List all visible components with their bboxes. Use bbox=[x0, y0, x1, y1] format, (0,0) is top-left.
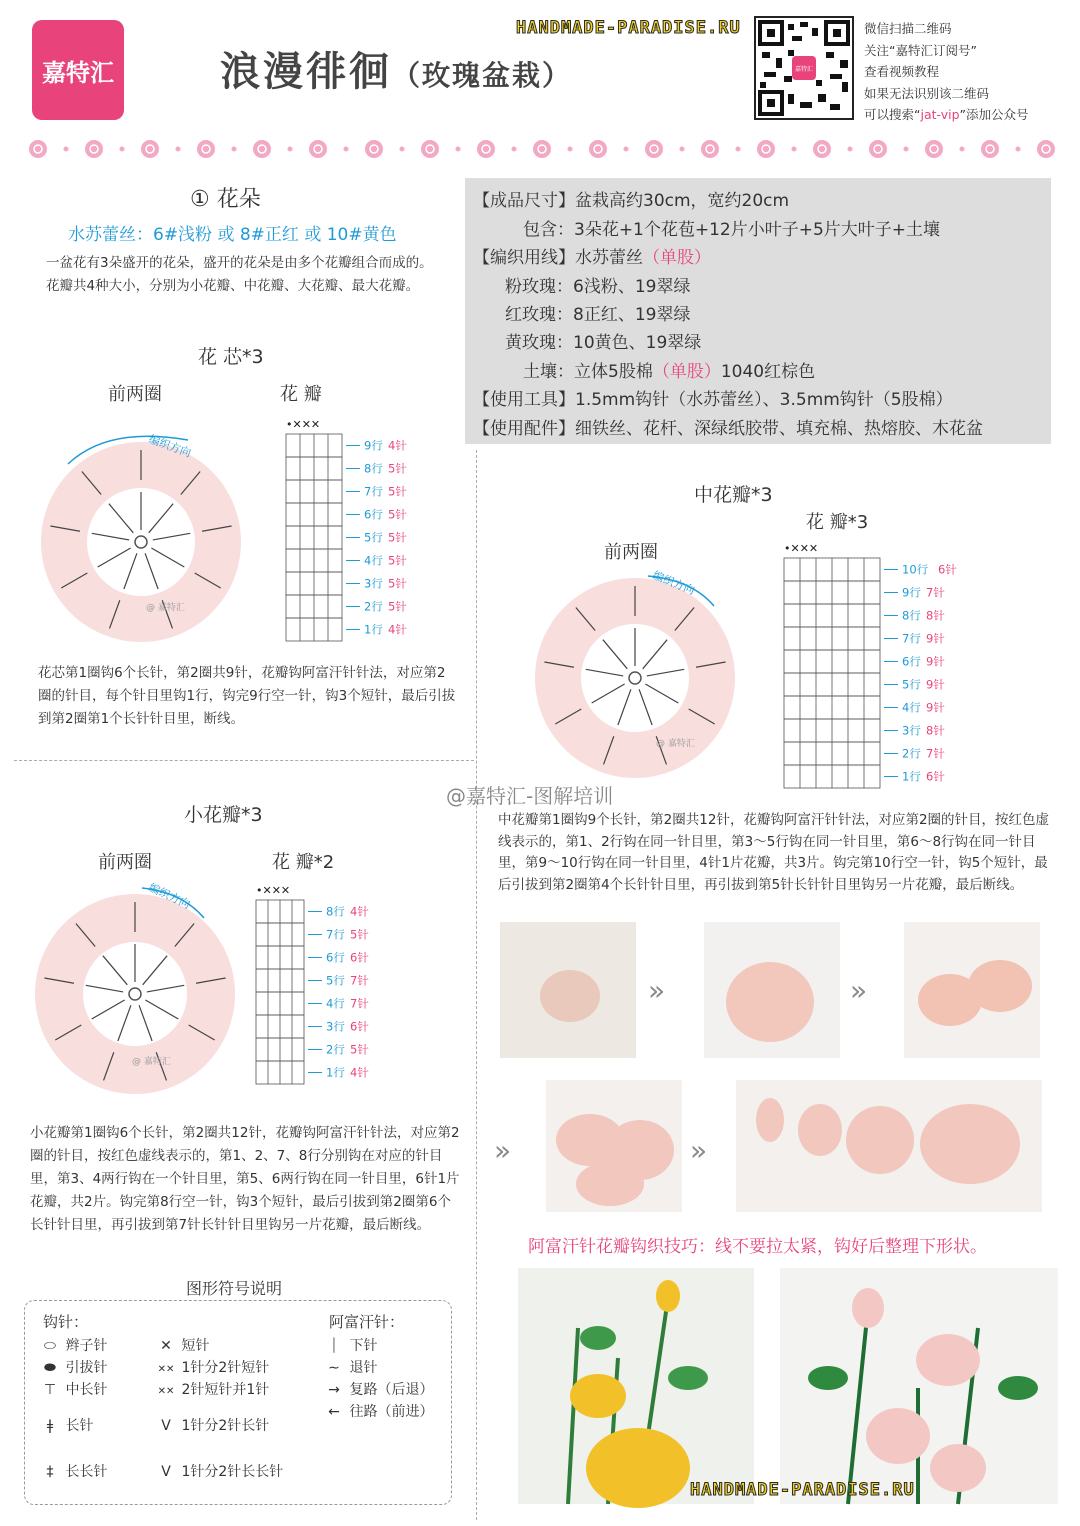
grid-top-stitches: •✕✕✕ bbox=[784, 542, 819, 555]
spec-size-value: 盆栽高约30cm，宽约20cm bbox=[575, 191, 790, 211]
spec-include bbox=[523, 215, 940, 240]
row-label: 5行 bbox=[326, 973, 345, 988]
small-description: 小花瓣第1圈钩6个长针，第2圈共12针，花瓣钩阿富汗针针法，对应第2圈的针目，按红色虚线表示的，第1、2、7、8行分别钩在对应的针目里，第3、4两行钩在一个针目里，第5、6两行钩在同一针目里，6针1片花瓣，共2片。钩完第8行空一针，钩3个短针，最后引拔到第2圈第6个长针针目里，再引拔到第7针长针针目里钩另一片花瓣，最后断线。 bbox=[30, 1125, 460, 1233]
row-label: 9行 bbox=[902, 585, 921, 600]
spiral-dot-icon bbox=[925, 140, 943, 158]
row-label: 1行 bbox=[364, 622, 383, 637]
ring-watermark: @ 嘉特汇 bbox=[656, 739, 695, 749]
row-label: 5行 bbox=[902, 677, 921, 692]
spec-red bbox=[505, 300, 690, 325]
row-label: 8行 bbox=[902, 608, 921, 623]
photo-petal bbox=[846, 1106, 914, 1174]
legend-text: 下针 bbox=[349, 1338, 378, 1354]
qr-line: 关注“嘉特汇订阅号” bbox=[864, 42, 977, 58]
row-label: 1行 bbox=[326, 1065, 345, 1080]
spec-soil-value: 立体5股棉 bbox=[574, 362, 653, 382]
spec-tools bbox=[473, 385, 953, 410]
spec-pink-value: 6浅粉、19翠绿 bbox=[573, 277, 691, 297]
photo-petal bbox=[756, 1098, 784, 1142]
small-dot-icon bbox=[232, 147, 237, 152]
row-label: 2行 bbox=[902, 746, 921, 761]
legend-item bbox=[39, 1415, 93, 1435]
small-dot-icon bbox=[960, 147, 965, 152]
row-label: 4行 bbox=[902, 700, 921, 715]
legend-text: 中长针 bbox=[65, 1382, 108, 1398]
middle-petal-label: 花 瓣*3 bbox=[806, 512, 869, 533]
spec-include-label: 包含： bbox=[523, 220, 574, 240]
small-petal-chart bbox=[252, 882, 412, 1092]
qr-search-id: jat-vip bbox=[920, 107, 960, 122]
spiral-dot-icon bbox=[533, 140, 551, 158]
legend-text: 1针分2针长针 bbox=[181, 1418, 270, 1434]
spec-soil-single: （单股） bbox=[652, 362, 721, 382]
spec-size-label: 【成品尺寸】 bbox=[473, 191, 575, 211]
row-stitch-count: 4针 bbox=[388, 438, 407, 453]
legend-text: 2针短针并1针 bbox=[181, 1382, 270, 1398]
double-icon: ǂ bbox=[46, 1418, 54, 1434]
slip-stitch-icon: ⬬ bbox=[44, 1360, 56, 1376]
row-label: 2行 bbox=[326, 1042, 345, 1057]
row-label: 8行 bbox=[364, 461, 383, 476]
afghan-return-icon: ∼ bbox=[328, 1360, 340, 1376]
spiral-dot-icon bbox=[701, 140, 719, 158]
spec-size bbox=[473, 186, 789, 211]
legend-item bbox=[323, 1357, 377, 1377]
legend-text: 退针 bbox=[349, 1360, 378, 1376]
photo-rose bbox=[852, 1288, 884, 1328]
spec-red-value: 8正红、19翠绿 bbox=[573, 305, 691, 325]
row-label: 4行 bbox=[364, 553, 383, 568]
small-title: 小花瓣*3 bbox=[184, 804, 263, 826]
row-stitch-count: 4针 bbox=[388, 622, 407, 637]
row-label: 6行 bbox=[326, 950, 345, 965]
spec-yellow-value: 10黄色、19翠绿 bbox=[573, 333, 702, 353]
qr-line: 如果无法识别该二维码 bbox=[864, 85, 990, 101]
direction-label: 编织方向 bbox=[146, 880, 193, 912]
spec-yarn bbox=[473, 243, 711, 268]
spec-tools-value: 1.5mm钩针（水苏蕾丝）、3.5mm钩针（5股棉） bbox=[575, 390, 953, 410]
spiral-dot-icon bbox=[141, 140, 159, 158]
photo-leaf bbox=[580, 1326, 616, 1350]
qr-line: 微信扫描二维码 bbox=[864, 21, 952, 36]
core-petal-label: 花 瓣 bbox=[280, 384, 322, 405]
photo-petal bbox=[968, 960, 1032, 1012]
spec-yarn-label: 【编织用线】 bbox=[473, 248, 575, 268]
row-stitch-count: 9针 bbox=[926, 631, 945, 646]
legend-item bbox=[155, 1379, 269, 1399]
spec-soil bbox=[523, 357, 815, 382]
qr-code-icon bbox=[756, 18, 852, 118]
legend-title: 图形符号说明 bbox=[186, 1279, 283, 1298]
ring-watermark: @ 嘉特汇 bbox=[132, 1057, 171, 1067]
middle-petal-chart bbox=[780, 540, 1030, 790]
photo-petal bbox=[798, 1104, 842, 1156]
spiral-dot-icon bbox=[1037, 140, 1055, 158]
spec-yarn-single: （单股） bbox=[643, 248, 711, 268]
legend-text: 长针 bbox=[65, 1418, 94, 1434]
spiral-dot-icon bbox=[253, 140, 271, 158]
spec-yellow-label: 黄玫瑰： bbox=[505, 333, 573, 353]
brand-logo bbox=[32, 20, 124, 120]
row-label: 2行 bbox=[364, 599, 383, 614]
process-photos-row1 bbox=[500, 920, 1040, 1060]
row-label: 4行 bbox=[326, 996, 345, 1011]
decorative-dot-border bbox=[0, 136, 1080, 162]
row-stitch-count: 5针 bbox=[388, 599, 407, 614]
finished-photos bbox=[518, 1268, 1058, 1508]
spec-yellow bbox=[505, 328, 701, 353]
dc-inc-icon: V bbox=[161, 1418, 171, 1434]
arrow-left-icon: ← bbox=[328, 1404, 340, 1420]
middle-ring-diagram bbox=[532, 566, 742, 792]
flower-yarn-colors: 水苏蕾丝：6#浅粉 或 8#正红 或 10#黄色 bbox=[68, 225, 397, 245]
middle-title: 中花瓣*3 bbox=[694, 484, 773, 506]
legend-text: 长长针 bbox=[65, 1464, 108, 1480]
legend-text: 往路（前进） bbox=[349, 1404, 434, 1420]
small-dot-icon bbox=[288, 147, 293, 152]
legend-item bbox=[39, 1461, 107, 1481]
row-stitch-count: 4针 bbox=[350, 904, 369, 919]
photo-rose bbox=[916, 1334, 980, 1386]
flower-intro: 一盆花有3朵盛开的花朵，盛开的花朵是由多个花瓣组合而成的。花瓣共4种大小，分别为小花瓣、中花瓣、大花瓣、最大花瓣。 bbox=[46, 255, 433, 294]
legend-text: 1针分2针长长针 bbox=[181, 1464, 284, 1480]
small-petal-label: 花 瓣*2 bbox=[272, 852, 335, 873]
weibo-watermark: @嘉特汇-图解培训 bbox=[446, 784, 614, 808]
spec-yarn-value: 水苏蕾丝 bbox=[575, 248, 643, 268]
small-dot-icon bbox=[848, 147, 853, 152]
row-stitch-count: 5针 bbox=[350, 1042, 369, 1057]
photo-rose bbox=[586, 1428, 690, 1508]
spec-pink bbox=[505, 272, 690, 297]
photo-rose bbox=[656, 1280, 680, 1312]
legend-item bbox=[39, 1379, 107, 1399]
legend-item bbox=[155, 1357, 269, 1377]
logo-text: 嘉特汇 bbox=[42, 58, 114, 87]
chevron-right-icon: » bbox=[494, 1134, 512, 1167]
spiral-dot-icon bbox=[813, 140, 831, 158]
small-dot-icon bbox=[1016, 147, 1021, 152]
row-label: 3行 bbox=[326, 1019, 345, 1034]
spiral-dot-icon bbox=[477, 140, 495, 158]
chevron-right-icon: » bbox=[690, 1134, 708, 1167]
row-label: 10行 bbox=[902, 562, 929, 577]
small-dot-icon bbox=[680, 147, 685, 152]
core-ring-label: 前两圈 bbox=[108, 384, 162, 405]
row-stitch-count: 6针 bbox=[926, 769, 945, 784]
photo-petal bbox=[540, 970, 600, 1022]
row-stitch-count: 7针 bbox=[926, 746, 945, 761]
legend-text: 复路（后退） bbox=[349, 1382, 434, 1398]
spiral-dot-icon bbox=[421, 140, 439, 158]
photo-rose bbox=[866, 1408, 930, 1464]
site-watermark-top: HANDMADE-PARADISE.RU bbox=[516, 18, 741, 38]
core-description: 花芯第1圈钩6个长针，第2圈共9针，花瓣钩阿富汗针针法，对应第2圈的针目，每个针目里钩1行，钩完9行空一针，钩3个短针，最后引拔到第2圈第1个长针针目里，断线。 bbox=[38, 665, 456, 727]
small-dot-icon bbox=[792, 147, 797, 152]
small-dot-icon bbox=[176, 147, 181, 152]
photo-leaf bbox=[808, 1366, 848, 1390]
section-heading-flower: ① 花朵 bbox=[190, 187, 261, 212]
row-stitch-count: 8针 bbox=[926, 608, 945, 623]
row-label: 8行 bbox=[326, 904, 345, 919]
half-double-icon: ⊤ bbox=[43, 1382, 57, 1398]
qr-center-label: 嘉特汇 bbox=[794, 66, 814, 73]
qr-line: 查看视频教程 bbox=[864, 64, 940, 79]
spiral-dot-icon bbox=[197, 140, 215, 158]
spiral-dot-icon bbox=[85, 140, 103, 158]
spiral-dot-icon bbox=[757, 140, 775, 158]
page-title bbox=[220, 40, 572, 97]
row-label: 1行 bbox=[902, 769, 921, 784]
row-stitch-count: 6针 bbox=[350, 950, 369, 965]
row-label: 9行 bbox=[364, 438, 383, 453]
tr-inc-icon: V bbox=[161, 1464, 171, 1480]
row-label: 7行 bbox=[364, 484, 383, 499]
row-stitch-count: 7针 bbox=[350, 996, 369, 1011]
spec-soil-label: 土壤： bbox=[523, 362, 574, 382]
qr-line5-post: ”添加公众号 bbox=[959, 107, 1029, 122]
horizontal-divider bbox=[14, 760, 474, 761]
vertical-divider bbox=[476, 450, 477, 1520]
row-stitch-count: 5针 bbox=[350, 927, 369, 942]
row-label: 7行 bbox=[326, 927, 345, 942]
small-dot-icon bbox=[624, 147, 629, 152]
spiral-dot-icon bbox=[365, 140, 383, 158]
legend-text: 短针 bbox=[181, 1338, 210, 1354]
legend-item bbox=[39, 1357, 107, 1377]
legend-item bbox=[155, 1415, 269, 1435]
sc-dec-icon: ✕✕ bbox=[157, 1386, 175, 1397]
spec-acc-value: 细铁丝、花杆、深绿纸胶带、填充棉、热熔胶、木花盆 bbox=[575, 419, 983, 439]
grid-top-stitches: •✕✕✕ bbox=[286, 418, 321, 431]
row-stitch-count: 9针 bbox=[926, 700, 945, 715]
row-stitch-count: 5针 bbox=[388, 576, 407, 591]
legend-box bbox=[24, 1300, 452, 1505]
qr-line5-pre: 可以搜索“ bbox=[864, 107, 921, 122]
spec-include-value: 3朵花+1个花苞+12片小叶子+5片大叶子+土壤 bbox=[574, 220, 941, 240]
photo-rose bbox=[570, 1374, 626, 1418]
spiral-dot-icon bbox=[981, 140, 999, 158]
spec-soil-color: 1040红棕色 bbox=[720, 362, 816, 382]
row-stitch-count: 5针 bbox=[388, 507, 407, 522]
legend-item bbox=[39, 1335, 107, 1355]
qr-instructions bbox=[864, 18, 1028, 126]
grid-top-stitches: •✕✕✕ bbox=[256, 884, 291, 897]
legend-afghan-head: 阿富汗针： bbox=[329, 1313, 405, 1331]
small-dot-icon bbox=[120, 147, 125, 152]
photo-petal bbox=[726, 962, 814, 1042]
arrow-right-icon: → bbox=[328, 1382, 340, 1398]
legend-text: 1针分2针短针 bbox=[181, 1360, 270, 1376]
row-stitch-count: 9针 bbox=[926, 677, 945, 692]
row-label: 3行 bbox=[902, 723, 921, 738]
legend-item bbox=[323, 1401, 433, 1421]
spiral-dot-icon bbox=[589, 140, 607, 158]
spec-accessories bbox=[473, 414, 983, 439]
photo-petal bbox=[576, 1162, 644, 1206]
afghan-down-icon: ⏐ bbox=[330, 1338, 338, 1354]
small-dot-icon bbox=[344, 147, 349, 152]
photo-petal bbox=[920, 1104, 1020, 1184]
row-stitch-count: 5针 bbox=[388, 530, 407, 545]
small-dot-icon bbox=[400, 147, 405, 152]
spiral-dot-icon bbox=[869, 140, 887, 158]
row-stitch-count: 6针 bbox=[350, 1019, 369, 1034]
title-sub: （玫瑰盆栽） bbox=[392, 59, 573, 92]
spiral-dot-icon bbox=[29, 140, 47, 158]
legend-item bbox=[323, 1379, 433, 1399]
small-dot-icon bbox=[512, 147, 517, 152]
small-dot-icon bbox=[904, 147, 909, 152]
legend-text: 辫子针 bbox=[65, 1338, 108, 1354]
legend-crochet-head: 钩针： bbox=[43, 1313, 89, 1331]
title-main: 浪漫徘徊 bbox=[220, 49, 392, 95]
row-stitch-count: 8针 bbox=[926, 723, 945, 738]
technique-tip: 阿富汗针花瓣钩织技巧：线不要拉太紧，钩好后整理下形状。 bbox=[528, 1237, 987, 1257]
spiral-dot-icon bbox=[309, 140, 327, 158]
row-stitch-count: 6针 bbox=[938, 562, 957, 577]
photo-leaf bbox=[668, 1366, 708, 1390]
row-stitch-count: 7针 bbox=[926, 585, 945, 600]
middle-description: 中花瓣第1圈钩9个长针，第2圈共12针，花瓣钩阿富汗针针法，对应第2圈的针目，按红色虚线表示的，第1、2行钩在同一针目里，第3～5行钩在同一针目里，第6～8行钩在同一针目里，第9～10行钩在同一针目里，4针1片花瓣，共3片。钩完第10行空一针，钩5个短针，最后引拔到第2圈第4个长针针目里，再引拔到第5针长针针目里钩另一片花瓣，最后断线。 bbox=[498, 812, 1050, 893]
row-label: 3行 bbox=[364, 576, 383, 591]
row-stitch-count: 9针 bbox=[926, 654, 945, 669]
legend-item bbox=[155, 1461, 283, 1481]
small-dot-icon bbox=[568, 147, 573, 152]
ring-watermark: @ 嘉特汇 bbox=[146, 603, 185, 613]
chevron-right-icon: » bbox=[648, 974, 666, 1007]
core-petal-chart bbox=[282, 416, 442, 646]
legend-item bbox=[155, 1335, 209, 1355]
spec-tools-label: 【使用工具】 bbox=[473, 390, 575, 410]
legend-text: 引拔针 bbox=[65, 1360, 108, 1376]
spec-red-label: 红玫瑰： bbox=[505, 305, 573, 325]
small-ring-label: 前两圈 bbox=[98, 852, 152, 873]
middle-ring-label: 前两圈 bbox=[604, 542, 658, 563]
row-label: 7行 bbox=[902, 631, 921, 646]
spec-acc-label: 【使用配件】 bbox=[473, 419, 575, 439]
photo-rose bbox=[930, 1444, 986, 1492]
chevron-right-icon: » bbox=[850, 974, 868, 1007]
direction-label: 编织方向 bbox=[650, 568, 697, 598]
small-dot-icon bbox=[736, 147, 741, 152]
qr-line bbox=[864, 104, 1028, 126]
row-stitch-count: 5针 bbox=[388, 484, 407, 499]
spec-box bbox=[465, 178, 1051, 444]
site-watermark-bottom: HANDMADE-PARADISE.RU bbox=[690, 1480, 915, 1500]
small-dot-icon bbox=[64, 147, 69, 152]
direction-label: 编织方向 bbox=[146, 432, 193, 460]
treble-icon: ‡ bbox=[46, 1464, 54, 1480]
core-ring-diagram bbox=[38, 420, 244, 650]
chain-icon: ⬭ bbox=[44, 1338, 56, 1354]
spec-pink-label: 粉玫瑰： bbox=[505, 277, 573, 297]
row-stitch-count: 7针 bbox=[350, 973, 369, 988]
row-label: 5行 bbox=[364, 530, 383, 545]
row-stitch-count: 5针 bbox=[388, 553, 407, 568]
process-photos-row2 bbox=[490, 1080, 1046, 1212]
row-label: 6行 bbox=[364, 507, 383, 522]
row-stitch-count: 5针 bbox=[388, 461, 407, 476]
core-title: 花 芯*3 bbox=[198, 346, 264, 368]
row-stitch-count: 4针 bbox=[350, 1065, 369, 1080]
row-label: 6行 bbox=[902, 654, 921, 669]
qr-code bbox=[754, 16, 854, 120]
spiral-dot-icon bbox=[645, 140, 663, 158]
small-ring-diagram bbox=[32, 878, 238, 1108]
small-dot-icon bbox=[456, 147, 461, 152]
legend-item bbox=[323, 1335, 377, 1355]
single-icon: ✕ bbox=[160, 1338, 172, 1354]
photo-leaf bbox=[998, 1376, 1038, 1400]
sc-inc-icon: ✕✕ bbox=[157, 1364, 175, 1375]
